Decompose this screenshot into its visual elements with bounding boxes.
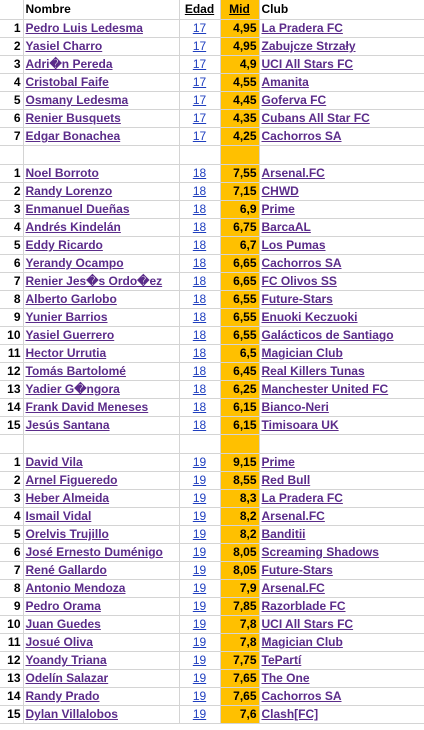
player-name[interactable]: Arnel Figueredo <box>23 472 179 490</box>
mid-rating[interactable]: 7,8 <box>220 616 259 634</box>
club-name[interactable]: Arsenal.FC <box>259 580 424 598</box>
mid-rating[interactable]: 4,95 <box>220 20 259 38</box>
mid-rating[interactable]: 7,15 <box>220 183 259 201</box>
player-age[interactable]: 18 <box>179 363 220 381</box>
club-name[interactable]: Red Bull <box>259 472 424 490</box>
table-row <box>0 490 424 508</box>
player-name[interactable]: Alberto Garlobo <box>23 291 179 309</box>
mid-rating[interactable]: 4,9 <box>220 56 259 74</box>
rank-cell: 1 <box>0 454 23 472</box>
rank-cell: 13 <box>0 381 23 399</box>
header-name[interactable]: Nombre <box>23 0 179 20</box>
rank-cell: 3 <box>0 201 23 219</box>
club-name[interactable]: La Pradera FC <box>259 20 424 38</box>
player-age[interactable]: 19 <box>179 616 220 634</box>
mid-rating[interactable]: 8,3 <box>220 490 259 508</box>
rank-cell: 5 <box>0 526 23 544</box>
club-name[interactable]: Clash[FC] <box>259 706 424 724</box>
header-mid[interactable]: Mid <box>220 0 259 20</box>
player-age[interactable]: 18 <box>179 219 220 237</box>
empty-cell <box>0 435 23 454</box>
player-name[interactable]: Pedro Orama <box>23 598 179 616</box>
player-age[interactable]: 19 <box>179 688 220 706</box>
player-name[interactable]: Osmany Ledesma <box>23 92 179 110</box>
table-row <box>0 363 424 381</box>
table-row <box>0 706 424 724</box>
table-row <box>0 92 424 110</box>
player-age[interactable]: 17 <box>179 20 220 38</box>
mid-rating[interactable]: 6,75 <box>220 219 259 237</box>
empty-cell <box>0 146 23 165</box>
player-age[interactable]: 19 <box>179 544 220 562</box>
mid-rating[interactable]: 6,25 <box>220 381 259 399</box>
mid-rating[interactable]: 6,55 <box>220 291 259 309</box>
club-name[interactable]: Future-Stars <box>259 291 424 309</box>
player-age[interactable]: 19 <box>179 508 220 526</box>
empty-cell <box>259 146 424 165</box>
empty-cell <box>23 435 179 454</box>
table-row <box>0 508 424 526</box>
table-row <box>0 345 424 363</box>
club-name[interactable]: Amanita <box>259 74 424 92</box>
player-name[interactable]: Antonio Mendoza <box>23 580 179 598</box>
rank-cell: 10 <box>0 327 23 345</box>
club-name[interactable]: Timisoara UK <box>259 417 424 435</box>
player-age[interactable]: 18 <box>179 255 220 273</box>
mid-rating[interactable]: 6,9 <box>220 201 259 219</box>
rank-cell: 6 <box>0 110 23 128</box>
rank-cell: 7 <box>0 562 23 580</box>
player-age[interactable]: 19 <box>179 526 220 544</box>
club-name[interactable]: Galácticos de Santiago <box>259 327 424 345</box>
mid-rating[interactable]: 4,55 <box>220 74 259 92</box>
table-row <box>0 309 424 327</box>
rank-cell: 2 <box>0 183 23 201</box>
table-row <box>0 544 424 562</box>
player-name[interactable]: David Vila <box>23 454 179 472</box>
empty-cell <box>23 146 179 165</box>
table-row <box>0 616 424 634</box>
club-name[interactable]: Arsenal.FC <box>259 165 424 183</box>
club-name[interactable]: FC Olivos SS <box>259 273 424 291</box>
player-name[interactable]: Tomás Bartolomé <box>23 363 179 381</box>
player-name[interactable]: Randy Lorenzo <box>23 183 179 201</box>
header-row <box>0 0 424 20</box>
player-age[interactable]: 19 <box>179 598 220 616</box>
mid-rating[interactable]: 7,65 <box>220 670 259 688</box>
player-name[interactable]: Josué Oliva <box>23 634 179 652</box>
club-name[interactable]: Los Pumas <box>259 237 424 255</box>
mid-rating[interactable]: 8,55 <box>220 472 259 490</box>
player-name[interactable]: Yasiel Guerrero <box>23 327 179 345</box>
player-name[interactable]: Dylan Villalobos <box>23 706 179 724</box>
mid-rating[interactable]: 6,55 <box>220 327 259 345</box>
rank-cell: 4 <box>0 219 23 237</box>
player-age[interactable]: 18 <box>179 327 220 345</box>
player-age[interactable]: 18 <box>179 165 220 183</box>
rank-cell: 5 <box>0 237 23 255</box>
player-age[interactable]: 17 <box>179 38 220 56</box>
club-name[interactable]: La Pradera FC <box>259 490 424 508</box>
table-row <box>0 110 424 128</box>
player-age[interactable]: 18 <box>179 399 220 417</box>
player-name[interactable]: Yasiel Charro <box>23 38 179 56</box>
rank-cell: 2 <box>0 38 23 56</box>
mid-rating[interactable]: 7,6 <box>220 706 259 724</box>
table-row <box>0 598 424 616</box>
table-row <box>0 291 424 309</box>
player-name[interactable]: Randy Prado <box>23 688 179 706</box>
club-name[interactable]: Arsenal.FC <box>259 508 424 526</box>
player-name[interactable]: René Gallardo <box>23 562 179 580</box>
club-name[interactable]: Real Killers Tunas <box>259 363 424 381</box>
player-name[interactable]: Eddy Ricardo <box>23 237 179 255</box>
player-age[interactable]: 19 <box>179 652 220 670</box>
club-name[interactable]: Banditii <box>259 526 424 544</box>
player-age[interactable]: 18 <box>179 291 220 309</box>
player-age[interactable]: 17 <box>179 128 220 146</box>
table-row <box>0 472 424 490</box>
group-spacer-row <box>0 146 424 165</box>
table-row <box>0 688 424 706</box>
table-row <box>0 38 424 56</box>
player-age[interactable]: 18 <box>179 201 220 219</box>
club-name[interactable]: Bianco-Neri <box>259 399 424 417</box>
player-name[interactable]: Yerandy Ocampo <box>23 255 179 273</box>
table-row <box>0 634 424 652</box>
mid-rating[interactable]: 8,05 <box>220 562 259 580</box>
player-age[interactable]: 18 <box>179 237 220 255</box>
table-row <box>0 454 424 472</box>
mid-rating[interactable]: 8,2 <box>220 508 259 526</box>
empty-cell <box>220 146 259 165</box>
mid-rating[interactable]: 4,35 <box>220 110 259 128</box>
rank-cell: 7 <box>0 273 23 291</box>
club-name[interactable]: Zabujcze Strzały <box>259 38 424 56</box>
player-name[interactable]: Yunier Barrios <box>23 309 179 327</box>
player-name[interactable]: Adri�n Pereda <box>23 56 179 74</box>
rank-cell: 9 <box>0 309 23 327</box>
empty-cell <box>220 435 259 454</box>
table-row <box>0 56 424 74</box>
mid-rating[interactable]: 6,65 <box>220 273 259 291</box>
mid-rating[interactable]: 4,25 <box>220 128 259 146</box>
mid-rating[interactable]: 8,2 <box>220 526 259 544</box>
club-name[interactable]: Cubans All Star FC <box>259 110 424 128</box>
header-age[interactable]: Edad <box>179 0 220 20</box>
club-name[interactable]: Cachorros SA <box>259 128 424 146</box>
player-name[interactable]: Pedro Luis Ledesma <box>23 20 179 38</box>
player-age[interactable]: 19 <box>179 670 220 688</box>
rank-cell: 1 <box>0 165 23 183</box>
mid-rating[interactable]: 7,8 <box>220 634 259 652</box>
table-row <box>0 255 424 273</box>
player-name[interactable]: Juan Guedes <box>23 616 179 634</box>
mid-rating[interactable]: 4,45 <box>220 92 259 110</box>
rank-cell: 6 <box>0 544 23 562</box>
table-row <box>0 74 424 92</box>
player-name[interactable]: Yoandy Triana <box>23 652 179 670</box>
player-age[interactable]: 18 <box>179 309 220 327</box>
player-name[interactable]: Enmanuel Dueñas <box>23 201 179 219</box>
table-row <box>0 526 424 544</box>
rank-cell: 15 <box>0 417 23 435</box>
header-rank <box>0 0 23 20</box>
player-age[interactable]: 18 <box>179 417 220 435</box>
empty-cell <box>179 435 220 454</box>
mid-rating[interactable]: 6,65 <box>220 255 259 273</box>
player-name[interactable]: Heber Almeida <box>23 490 179 508</box>
club-name[interactable]: Razorblade FC <box>259 598 424 616</box>
rank-cell: 12 <box>0 652 23 670</box>
mid-rating[interactable]: 7,55 <box>220 165 259 183</box>
rank-cell: 8 <box>0 291 23 309</box>
player-age[interactable]: 17 <box>179 92 220 110</box>
club-name[interactable]: Magician Club <box>259 634 424 652</box>
mid-rating[interactable]: 9,15 <box>220 454 259 472</box>
player-age[interactable]: 19 <box>179 562 220 580</box>
player-name[interactable]: Yadier G�ngora <box>23 381 179 399</box>
rank-cell: 11 <box>0 634 23 652</box>
rank-cell: 4 <box>0 74 23 92</box>
mid-rating[interactable]: 7,85 <box>220 598 259 616</box>
club-name[interactable]: Future-Stars <box>259 562 424 580</box>
player-name[interactable]: Frank David Meneses <box>23 399 179 417</box>
table-row <box>0 128 424 146</box>
mid-rating[interactable]: 8,05 <box>220 544 259 562</box>
mid-rating[interactable]: 7,65 <box>220 688 259 706</box>
player-name[interactable]: Andrés Kindelán <box>23 219 179 237</box>
table-row <box>0 327 424 345</box>
player-age[interactable]: 19 <box>179 580 220 598</box>
table-row <box>0 165 424 183</box>
table-row <box>0 20 424 38</box>
group-spacer-row <box>0 435 424 454</box>
table-row <box>0 670 424 688</box>
club-name[interactable]: The One <box>259 670 424 688</box>
table-row <box>0 201 424 219</box>
player-age[interactable]: 17 <box>179 74 220 92</box>
player-name[interactable]: Jesús Santana <box>23 417 179 435</box>
club-name[interactable]: Screaming Shadows <box>259 544 424 562</box>
player-name[interactable]: Renier Busquets <box>23 110 179 128</box>
player-age[interactable]: 18 <box>179 381 220 399</box>
rank-cell: 12 <box>0 363 23 381</box>
table-row <box>0 399 424 417</box>
table-row <box>0 562 424 580</box>
club-name[interactable]: Enuoki Keczuoki <box>259 309 424 327</box>
player-name[interactable]: Renier Jes�s Ordo�ez <box>23 273 179 291</box>
club-name[interactable]: Goferva FC <box>259 92 424 110</box>
table-row <box>0 652 424 670</box>
table-row <box>0 417 424 435</box>
rank-cell: 6 <box>0 255 23 273</box>
player-age[interactable]: 17 <box>179 110 220 128</box>
table-row <box>0 183 424 201</box>
player-age[interactable]: 19 <box>179 490 220 508</box>
mid-rating[interactable]: 6,15 <box>220 417 259 435</box>
player-name[interactable]: José Ernesto Duménigo <box>23 544 179 562</box>
player-name[interactable]: Noel Borroto <box>23 165 179 183</box>
table-row <box>0 219 424 237</box>
player-name[interactable]: Hector Urrutia <box>23 345 179 363</box>
mid-rating[interactable]: 6,7 <box>220 237 259 255</box>
club-name[interactable]: TePartí <box>259 652 424 670</box>
player-age[interactable]: 18 <box>179 183 220 201</box>
rank-cell: 8 <box>0 580 23 598</box>
rank-cell: 10 <box>0 616 23 634</box>
club-name[interactable]: Prime <box>259 454 424 472</box>
rank-cell: 5 <box>0 92 23 110</box>
club-name[interactable]: Manchester United FC <box>259 381 424 399</box>
player-age[interactable]: 19 <box>179 634 220 652</box>
club-name[interactable]: UCI All Stars FC <box>259 616 424 634</box>
player-name[interactable]: Edgar Bonachea <box>23 128 179 146</box>
player-name[interactable]: Ismail Vidal <box>23 508 179 526</box>
mid-rating[interactable]: 4,95 <box>220 38 259 56</box>
club-name[interactable]: UCI All Stars FC <box>259 56 424 74</box>
table-row <box>0 237 424 255</box>
mid-rating[interactable]: 6,15 <box>220 399 259 417</box>
player-age[interactable]: 18 <box>179 273 220 291</box>
rank-cell: 13 <box>0 670 23 688</box>
rank-cell: 15 <box>0 706 23 724</box>
club-name[interactable]: Cachorros SA <box>259 688 424 706</box>
player-age[interactable]: 19 <box>179 706 220 724</box>
player-name[interactable]: Cristobal Faife <box>23 74 179 92</box>
mid-rating[interactable]: 6,45 <box>220 363 259 381</box>
rank-cell: 7 <box>0 128 23 146</box>
table-row <box>0 381 424 399</box>
rank-cell: 11 <box>0 345 23 363</box>
rank-cell: 14 <box>0 688 23 706</box>
mid-rating[interactable]: 6,55 <box>220 309 259 327</box>
rank-cell: 1 <box>0 20 23 38</box>
mid-rating[interactable]: 7,9 <box>220 580 259 598</box>
club-name[interactable]: Magician Club <box>259 345 424 363</box>
player-name[interactable]: Orelvis Trujillo <box>23 526 179 544</box>
empty-cell <box>179 146 220 165</box>
table-row <box>0 580 424 598</box>
rank-cell: 3 <box>0 490 23 508</box>
club-name[interactable]: CHWD <box>259 183 424 201</box>
mid-rating[interactable]: 7,75 <box>220 652 259 670</box>
empty-cell <box>259 435 424 454</box>
club-name[interactable]: Prime <box>259 201 424 219</box>
player-age[interactable]: 18 <box>179 345 220 363</box>
player-age[interactable]: 17 <box>179 56 220 74</box>
rank-cell: 14 <box>0 399 23 417</box>
rank-cell: 3 <box>0 56 23 74</box>
club-name[interactable]: Cachorros SA <box>259 255 424 273</box>
rank-cell: 4 <box>0 508 23 526</box>
player-name[interactable]: Odelín Salazar <box>23 670 179 688</box>
club-name[interactable]: BarcaAL <box>259 219 424 237</box>
rank-cell: 9 <box>0 598 23 616</box>
player-age[interactable]: 19 <box>179 472 220 490</box>
rank-cell: 2 <box>0 472 23 490</box>
table-row <box>0 273 424 291</box>
player-age[interactable]: 19 <box>179 454 220 472</box>
header-club[interactable]: Club <box>259 0 424 20</box>
mid-rating[interactable]: 6,5 <box>220 345 259 363</box>
